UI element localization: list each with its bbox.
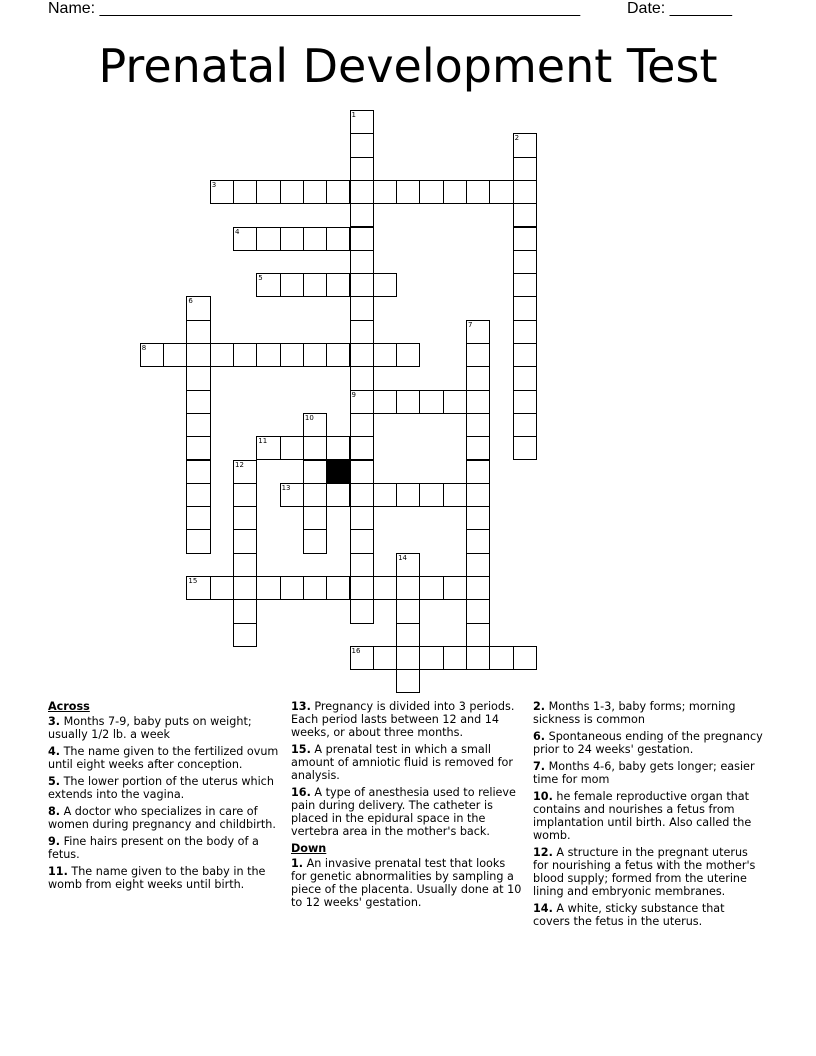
grid-cell[interactable] [303,460,327,484]
clue-item-number: 12. [533,846,553,859]
grid-cell[interactable] [326,483,350,507]
clue-item-number: 7. [533,760,546,773]
grid-cell[interactable] [186,343,210,367]
grid-cell[interactable] [350,227,374,251]
grid-cell[interactable] [466,320,490,344]
grid-cell[interactable] [396,669,420,693]
clue-item-text: The lower portion of the uterus which extends into the vagina. [48,775,274,801]
grid-cell[interactable] [350,390,374,414]
clue-item-number: 14. [533,902,553,915]
clue-item-text: Months 1-3, baby forms; morning sickness is common [533,700,736,726]
clue-item [533,846,765,898]
clue-number: 6 [188,297,193,306]
clue-item [533,790,765,842]
clue-item-text: Fine hairs present on the body of a fetus. [48,835,259,861]
grid-cell[interactable] [396,646,420,670]
grid-cell[interactable] [186,460,210,484]
grid-cell[interactable] [419,390,443,414]
grid-cell[interactable] [186,483,210,507]
grid-cell[interactable] [326,180,350,204]
clue-item [48,775,280,801]
clue-item-number: 11. [48,865,68,878]
grid-cell[interactable] [513,203,537,227]
grid-cell[interactable] [350,599,374,623]
clue-item [533,902,765,928]
clues-column-2 [291,700,523,913]
grid-cell[interactable] [233,623,257,647]
clue-number: 11 [258,437,268,446]
clue-item-number: 15. [291,743,311,756]
grid-cell[interactable] [373,646,397,670]
grid-cell[interactable] [350,366,374,390]
grid-cell[interactable] [280,576,304,600]
grid-cell[interactable] [350,413,374,437]
clue-number: 1 [351,111,356,119]
grid-cell[interactable] [303,227,327,251]
grid-cell[interactable] [513,413,537,437]
grid-cell[interactable] [350,273,374,297]
clue-item [48,715,280,741]
grid-cell[interactable] [326,227,350,251]
grid-cell[interactable] [466,343,490,367]
clue-number: 13 [281,483,291,492]
clue-number: 9 [351,390,356,399]
grid-cell[interactable] [443,483,467,507]
clue-item-text: A structure in the pregnant uterus for nourishing a fetus with the mother's blood supply; formed from the uterine lining and embryonic membranes. [533,846,756,898]
name-field[interactable]: Name: ______________________________________________________ [48,0,581,17]
grid-cell[interactable] [489,180,513,204]
grid-cell[interactable] [466,460,490,484]
grid-cell[interactable] [303,413,327,437]
grid-cell[interactable] [443,576,467,600]
grid-cell[interactable] [350,133,374,157]
clue-item [48,745,280,771]
grid-cell[interactable] [303,436,327,460]
clue-item-text: Spontaneous ending of the pregnancy prior to 24 weeks' gestation. [533,730,763,756]
grid-cell[interactable] [513,157,537,181]
clue-item-text: A doctor who specializes in care of women during pregnancy and childbirth. [48,805,276,831]
clue-item-text: An invasive prenatal test that looks for genetic abnormalities by sampling a piece of the placenta. Usually done at 10 to 12 weeks' gestation. [291,857,522,909]
clue-item-text: Months 4-6, baby gets longer; easier time for mom [533,760,755,786]
grid-cell[interactable] [303,180,327,204]
clue-item [533,700,765,726]
grid-cell[interactable] [303,273,327,297]
grid-cell[interactable] [233,343,257,367]
grid-cell[interactable] [186,366,210,390]
grid-cell[interactable] [233,483,257,507]
grid-cell[interactable] [466,180,490,204]
grid-cell[interactable] [466,599,490,623]
grid-cell[interactable] [373,180,397,204]
clue-item [48,835,280,861]
clue-number: 3 [211,180,217,189]
grid-cell[interactable] [466,366,490,390]
date-field[interactable]: Date: _______ [627,0,732,17]
grid-cell[interactable] [140,343,164,367]
grid-cell[interactable] [396,623,420,647]
grid-cell[interactable] [280,343,304,367]
grid-cell[interactable] [350,250,374,274]
grid-cell[interactable] [513,227,537,251]
clue-item-text: The name given to the fertilized ovum until eight weeks after conception. [48,745,279,771]
grid-cell[interactable] [396,390,420,414]
grid-cell[interactable] [163,343,187,367]
grid-cell[interactable] [256,180,280,204]
grid-cell[interactable] [233,227,257,251]
clue-item-text: he female reproductive organ that contains and nourishes a fetus from implantation until birth. Also called the womb. [533,790,752,842]
grid-cell[interactable] [466,646,490,670]
grid-cell[interactable] [326,273,350,297]
clue-item-text: The name given to the baby in the womb from eight weeks until birth. [48,865,266,891]
clue-item [533,760,765,786]
clues-column-3 [533,700,765,932]
clue-item-number: 5. [48,775,61,788]
grid-cell[interactable] [350,460,374,484]
grid-cell[interactable] [350,157,374,181]
down-heading: Down [291,842,327,855]
clue-number: 16 [351,646,361,655]
grid-cell[interactable] [210,576,234,600]
grid-cell[interactable] [350,576,374,600]
grid-cell[interactable] [303,506,327,530]
grid-cell[interactable] [513,390,537,414]
clue-item-number: 2. [533,700,546,713]
page-title: Prenatal Development Test [98,39,718,93]
black-cell [326,460,350,484]
grid-cell[interactable] [233,576,257,600]
grid-cell[interactable] [373,483,397,507]
grid-cell[interactable] [186,529,210,553]
grid-cell[interactable] [326,343,350,367]
grid-cell[interactable] [443,646,467,670]
clue-number: 15 [188,577,198,585]
grid-cell[interactable] [396,343,420,367]
clue-number: 2 [514,134,520,143]
grid-cell[interactable] [233,506,257,530]
clue-item [291,786,523,838]
clues-column-1 [48,700,280,895]
grid-cell[interactable] [419,646,443,670]
clue-item-number: 4. [48,745,61,758]
grid-cell[interactable] [233,599,257,623]
grid-cell[interactable] [513,343,537,367]
clue-number: 8 [141,344,147,352]
clue-item [533,730,765,756]
clue-number: 5 [258,274,263,283]
grid-cell[interactable] [350,436,374,460]
grid-cell[interactable] [466,506,490,530]
clue-item-number: 8. [48,805,61,818]
grid-cell[interactable] [373,273,397,297]
grid-cell[interactable] [210,180,234,204]
grid-cell[interactable] [513,320,537,344]
grid-cell[interactable] [186,390,210,414]
clue-item-text: Months 7-9, baby puts on weight; usually 1/2 lb. a week [48,715,252,741]
grid-cell[interactable] [466,576,490,600]
grid-cell[interactable] [489,646,513,670]
clue-item-number: 9. [48,835,61,848]
grid-cell[interactable] [466,390,490,414]
grid-cell[interactable] [256,273,280,297]
grid-cell[interactable] [513,296,537,320]
grid-cell[interactable] [280,483,304,507]
grid-cell[interactable] [443,180,467,204]
clue-item [48,865,280,891]
clue-item-text: A white, sticky substance that covers the fetus in the uterus. [533,902,725,928]
grid-cell[interactable] [280,227,304,251]
grid-cell[interactable] [186,506,210,530]
grid-cell[interactable] [280,273,304,297]
grid-cell[interactable] [513,646,537,670]
grid-cell[interactable] [466,413,490,437]
grid-cell[interactable] [350,110,374,134]
grid-cell[interactable] [303,529,327,553]
grid-cell[interactable] [396,553,420,577]
clue-number: 7 [468,320,473,329]
grid-cell[interactable] [350,180,374,204]
grid-cell[interactable] [186,320,210,344]
grid-cell[interactable] [396,576,420,600]
grid-cell[interactable] [210,343,234,367]
grid-cell[interactable] [513,133,537,157]
clue-item-number: 6. [533,730,546,743]
grid-cell[interactable] [466,623,490,647]
grid-cell[interactable] [466,553,490,577]
grid-cell[interactable] [256,436,280,460]
grid-cell[interactable] [466,436,490,460]
grid-cell[interactable] [350,506,374,530]
grid-cell[interactable] [513,436,537,460]
clue-item [291,857,523,909]
grid-cell[interactable] [186,436,210,460]
clue-number: 4 [235,227,240,236]
grid-cell[interactable] [186,576,210,600]
grid-cell[interactable] [396,483,420,507]
clue-number: 12 [235,460,244,469]
grid-cell[interactable] [280,436,304,460]
grid-cell[interactable] [233,529,257,553]
grid-cell[interactable] [373,343,397,367]
grid-cell[interactable] [350,646,374,670]
clue-number: 10 [304,413,314,422]
grid-cell[interactable] [233,460,257,484]
clue-item-text: Pregnancy is divided into 3 periods. Each period lasts between 12 and 14 weeks, or about three months. [291,700,515,739]
grid-cell[interactable] [326,576,350,600]
grid-cell[interactable] [513,180,537,204]
grid-cell[interactable] [350,296,374,320]
clue-item-number: 10. [533,790,553,803]
grid-cell[interactable] [373,390,397,414]
grid-cell[interactable] [419,483,443,507]
grid-cell[interactable] [303,343,327,367]
clue-number: 14 [398,553,408,562]
grid-cell[interactable] [350,203,374,227]
grid-cell[interactable] [419,576,443,600]
clue-item-number: 16. [291,786,311,799]
grid-cell[interactable] [396,599,420,623]
grid-cell[interactable] [350,320,374,344]
grid-cell[interactable] [396,180,420,204]
grid-cell[interactable] [350,343,374,367]
grid-cell[interactable] [303,483,327,507]
grid-cell[interactable] [513,250,537,274]
grid-cell[interactable] [443,390,467,414]
grid-cell[interactable] [373,576,397,600]
grid-cell[interactable] [419,180,443,204]
clue-item-number: 13. [291,700,311,713]
clue-item-number: 1. [291,857,304,870]
grid-cell[interactable] [280,180,304,204]
clue-item-text: A type of anesthesia used to relieve pain during delivery. The catheter is placed in the epidural space in the vertebra area in the mother's back. [291,786,516,838]
clue-item [48,805,280,831]
grid-cell[interactable] [350,483,374,507]
grid-cell[interactable] [233,180,257,204]
clue-item [291,743,523,782]
grid-cell[interactable] [466,529,490,553]
clue-item [291,700,523,739]
grid-cell[interactable] [350,553,374,577]
grid-cell[interactable] [513,273,537,297]
grid-cell[interactable] [233,553,257,577]
across-heading: Across [48,700,90,713]
grid-cell[interactable] [350,529,374,553]
grid-cell[interactable] [303,576,327,600]
grid-cell[interactable] [256,343,280,367]
grid-cell[interactable] [466,483,490,507]
grid-cell[interactable] [326,436,350,460]
grid-cell[interactable] [256,576,280,600]
clue-item-text: A prenatal test in which a small amount of amniotic fluid is removed for analysis. [291,743,513,782]
grid-cell[interactable] [186,413,210,437]
grid-cell[interactable] [513,366,537,390]
grid-cell[interactable] [256,227,280,251]
grid-cell[interactable] [186,296,210,320]
clue-item-number: 3. [48,715,61,728]
